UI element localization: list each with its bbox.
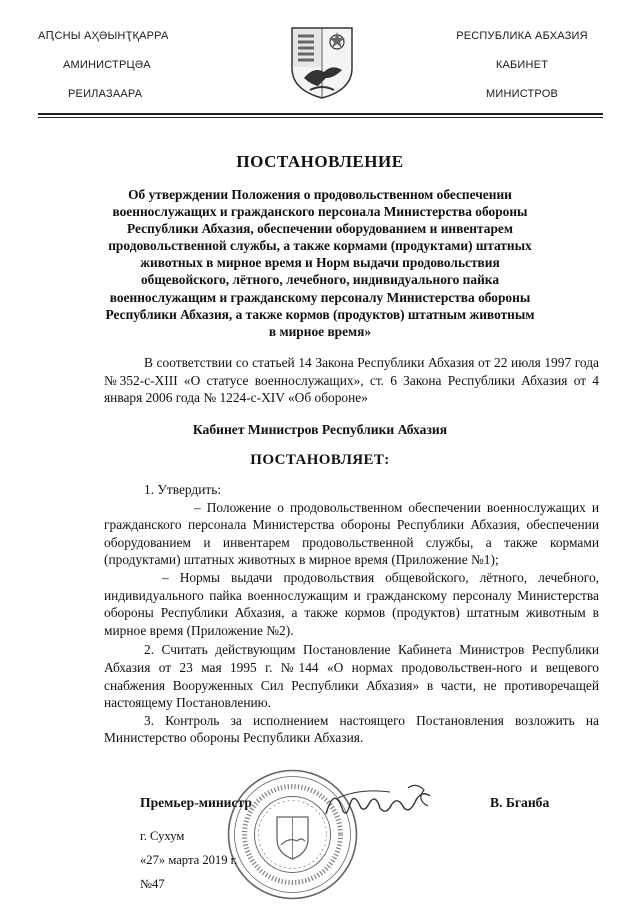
header-right-line-1: РЕСПУБЛИКА АБХАЗИЯ [456,30,588,42]
signature-scribble-icon [320,780,440,828]
item-1-clause-2: – Нормы выдачи продовольствия общевойского, лётного, лечебного, индивидуального пайка военнослужащим и гражданскому персоналу Министерства обороны Республики Абхазия, а также кормов (продуктов) штатным животным в мирное время (Приложение №2). [104,569,599,638]
header-right-line-3: МИНИСТРОВ [485,88,558,100]
header-right-block [432,28,612,115]
document-preamble: В соответствии со статьей 14 Закона Республики Абхазия от 22 июля 1997 года №352-с-XIII «О статусе военнослужащих», ст. 6 Закона Республики Абхазия от 4 января 2006 года № 1224-с-XIV «Об обороне» [104,355,599,406]
document-number: №47 [140,877,165,891]
resolution-items [104,481,599,747]
abkhazia-emblem-icon [288,24,356,100]
header-divider-thin [38,117,603,118]
item-2: 2. Считать действующим Постановление Кабинета Министров Республики Абхазия от 23 мая 1995 г. №144 «О нормах продовольствен-ного и вещевого снабжения Вооруженных Сил Республики Абхазия» в части, не противоречащей настоящему Постановлению. [104,642,599,711]
signatory-name: В. Бганба [490,795,550,810]
document-subject: Об утверждении Положения о продовольственном обеспечении военнослужащих и гражданского персонала Министерства обороны Республики Абхазия, обеспечении оборудованием и инвентарем продовольственной службы, а также кормами (продуктами) штатных животных в мирное время и Норм выдачи продовольствия общевойского, лётного, лечебного, индивидуального пайка военнослужащим и гражданскому персоналу Министерства обороны Республики Абхазия, а также кормов (продуктов) штатным животным в мирное время» [105,187,535,339]
header-left-block [38,28,208,115]
resolves-heading: ПОСТАНОВЛЯЕТ: [250,452,390,468]
issue-date: «27» марта 2019 г. [140,853,238,867]
header-left-line-2: АМИНИСТРЦӘА [63,59,151,71]
item-1-clause-1: – Положение о продовольственном обеспечении военнослужащих и гражданского персонала Министерства обороны Республики Абхазия, обеспечении оборудованием и инвентарем продовольственной службы, а также кормами (продуктами) штатных животных в мирное время (Приложение №1); [104,499,599,568]
issue-city: г. Сухум [140,829,185,843]
signatory-position: Премьер-министр [140,795,252,810]
header-divider-thick [38,113,603,115]
issuing-body: Кабинет Министров Республики Абхазия [192,422,448,437]
header-left-line-3: РЕИЛАЗААРА [68,88,143,100]
item-3: 3. Контроль за исполнением настоящего Постановления возложить на Министерство обороны Республики Абхазия. [104,712,599,746]
document-title: ПОСТАНОВЛЕНИЕ [236,152,404,171]
header-left-line-1: АԤСНЫ АҲӘЫНҬҚАРРА [38,30,169,42]
header-right-line-2: КАБИНЕТ [495,59,549,71]
item-1-heading: 1. Утвердить: [144,482,222,497]
